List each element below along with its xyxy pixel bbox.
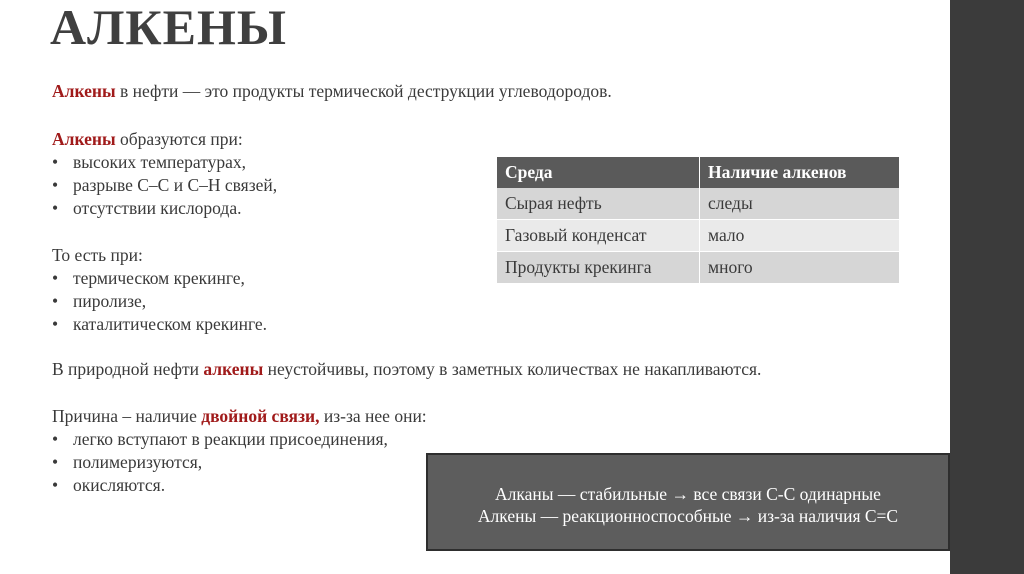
bullet: • [52,175,59,195]
reason-accent: двойной связи, [201,406,320,426]
reason-item [52,451,202,473]
reason-item [52,428,388,450]
formation-line [52,128,243,150]
right-sidebar-strip [950,0,1024,574]
bullet: • [52,452,59,472]
namely-item [52,267,245,289]
formation-accent: Алкены [52,129,116,149]
summary-note-box [426,453,950,551]
bullet: • [52,475,59,495]
stability-accent: алкены [203,359,264,379]
table-cell: Сырая нефть [497,188,700,220]
namely-item-text: термическом крекинге, [73,268,245,288]
namely-item [52,290,146,312]
table-header-cell: Среда [497,157,700,188]
reason-item-text: полимеризуются, [73,452,203,472]
table-cell: мало [700,220,900,252]
reason-after: из-за нее они: [319,406,427,426]
formation-item-text: разрыве С–С и С–Н связей, [73,175,278,195]
formation-item [52,174,277,196]
formation-item [52,151,246,173]
table-row [497,188,899,220]
table-cell: Газовый конденсат [497,220,700,252]
namely-item-text: каталитическом крекинге. [73,314,268,334]
formation-item-text: отсутствии кислорода. [73,198,242,218]
formation-text: образуются при: [115,129,243,149]
bullet: • [52,268,59,288]
bullet: • [52,152,59,172]
bullet: • [52,291,59,311]
intro-text: в нефти — это продукты термической деструкции углеводородов. [115,81,612,101]
reason-item [52,474,165,496]
note-line: Алканы — стабильные → все связи С-С одинарные [495,484,881,504]
table-row [497,252,899,284]
reason-item-text: окисляются. [73,475,166,495]
table-cell: много [700,252,900,284]
intro-line [52,80,612,102]
note-line: Алкены — реакционноспособные → из-за наличия С=С [477,506,899,526]
reason-line [52,405,427,427]
bullet: • [52,198,59,218]
namely-line: То есть при: [52,245,143,265]
reason-item-text: легко вступают в реакции присоединения, [73,429,388,449]
table-header-row [497,157,899,188]
formation-item [52,197,241,219]
slide-title: АЛКЕНЫ [50,0,287,55]
table-cell: Продукты крекинга [497,252,700,284]
stability-line [52,358,761,380]
stability-before: В природной нефти [52,359,204,379]
reason-before: Причина – наличие [52,406,202,426]
stability-after: неустойчивы, поэтому в заметных количествах не накапливаются. [263,359,762,379]
namely-item [52,313,267,335]
bullet: • [52,314,59,334]
bullet: • [52,429,59,449]
intro-accent: Алкены [52,81,116,101]
table-row [497,220,899,252]
table-header-cell: Наличие алкенов [700,157,900,188]
namely-item-text: пиролизе, [73,291,147,311]
formation-item-text: высоких температурах, [73,152,247,172]
table-cell: следы [700,188,900,220]
alkenes-table [497,157,899,283]
